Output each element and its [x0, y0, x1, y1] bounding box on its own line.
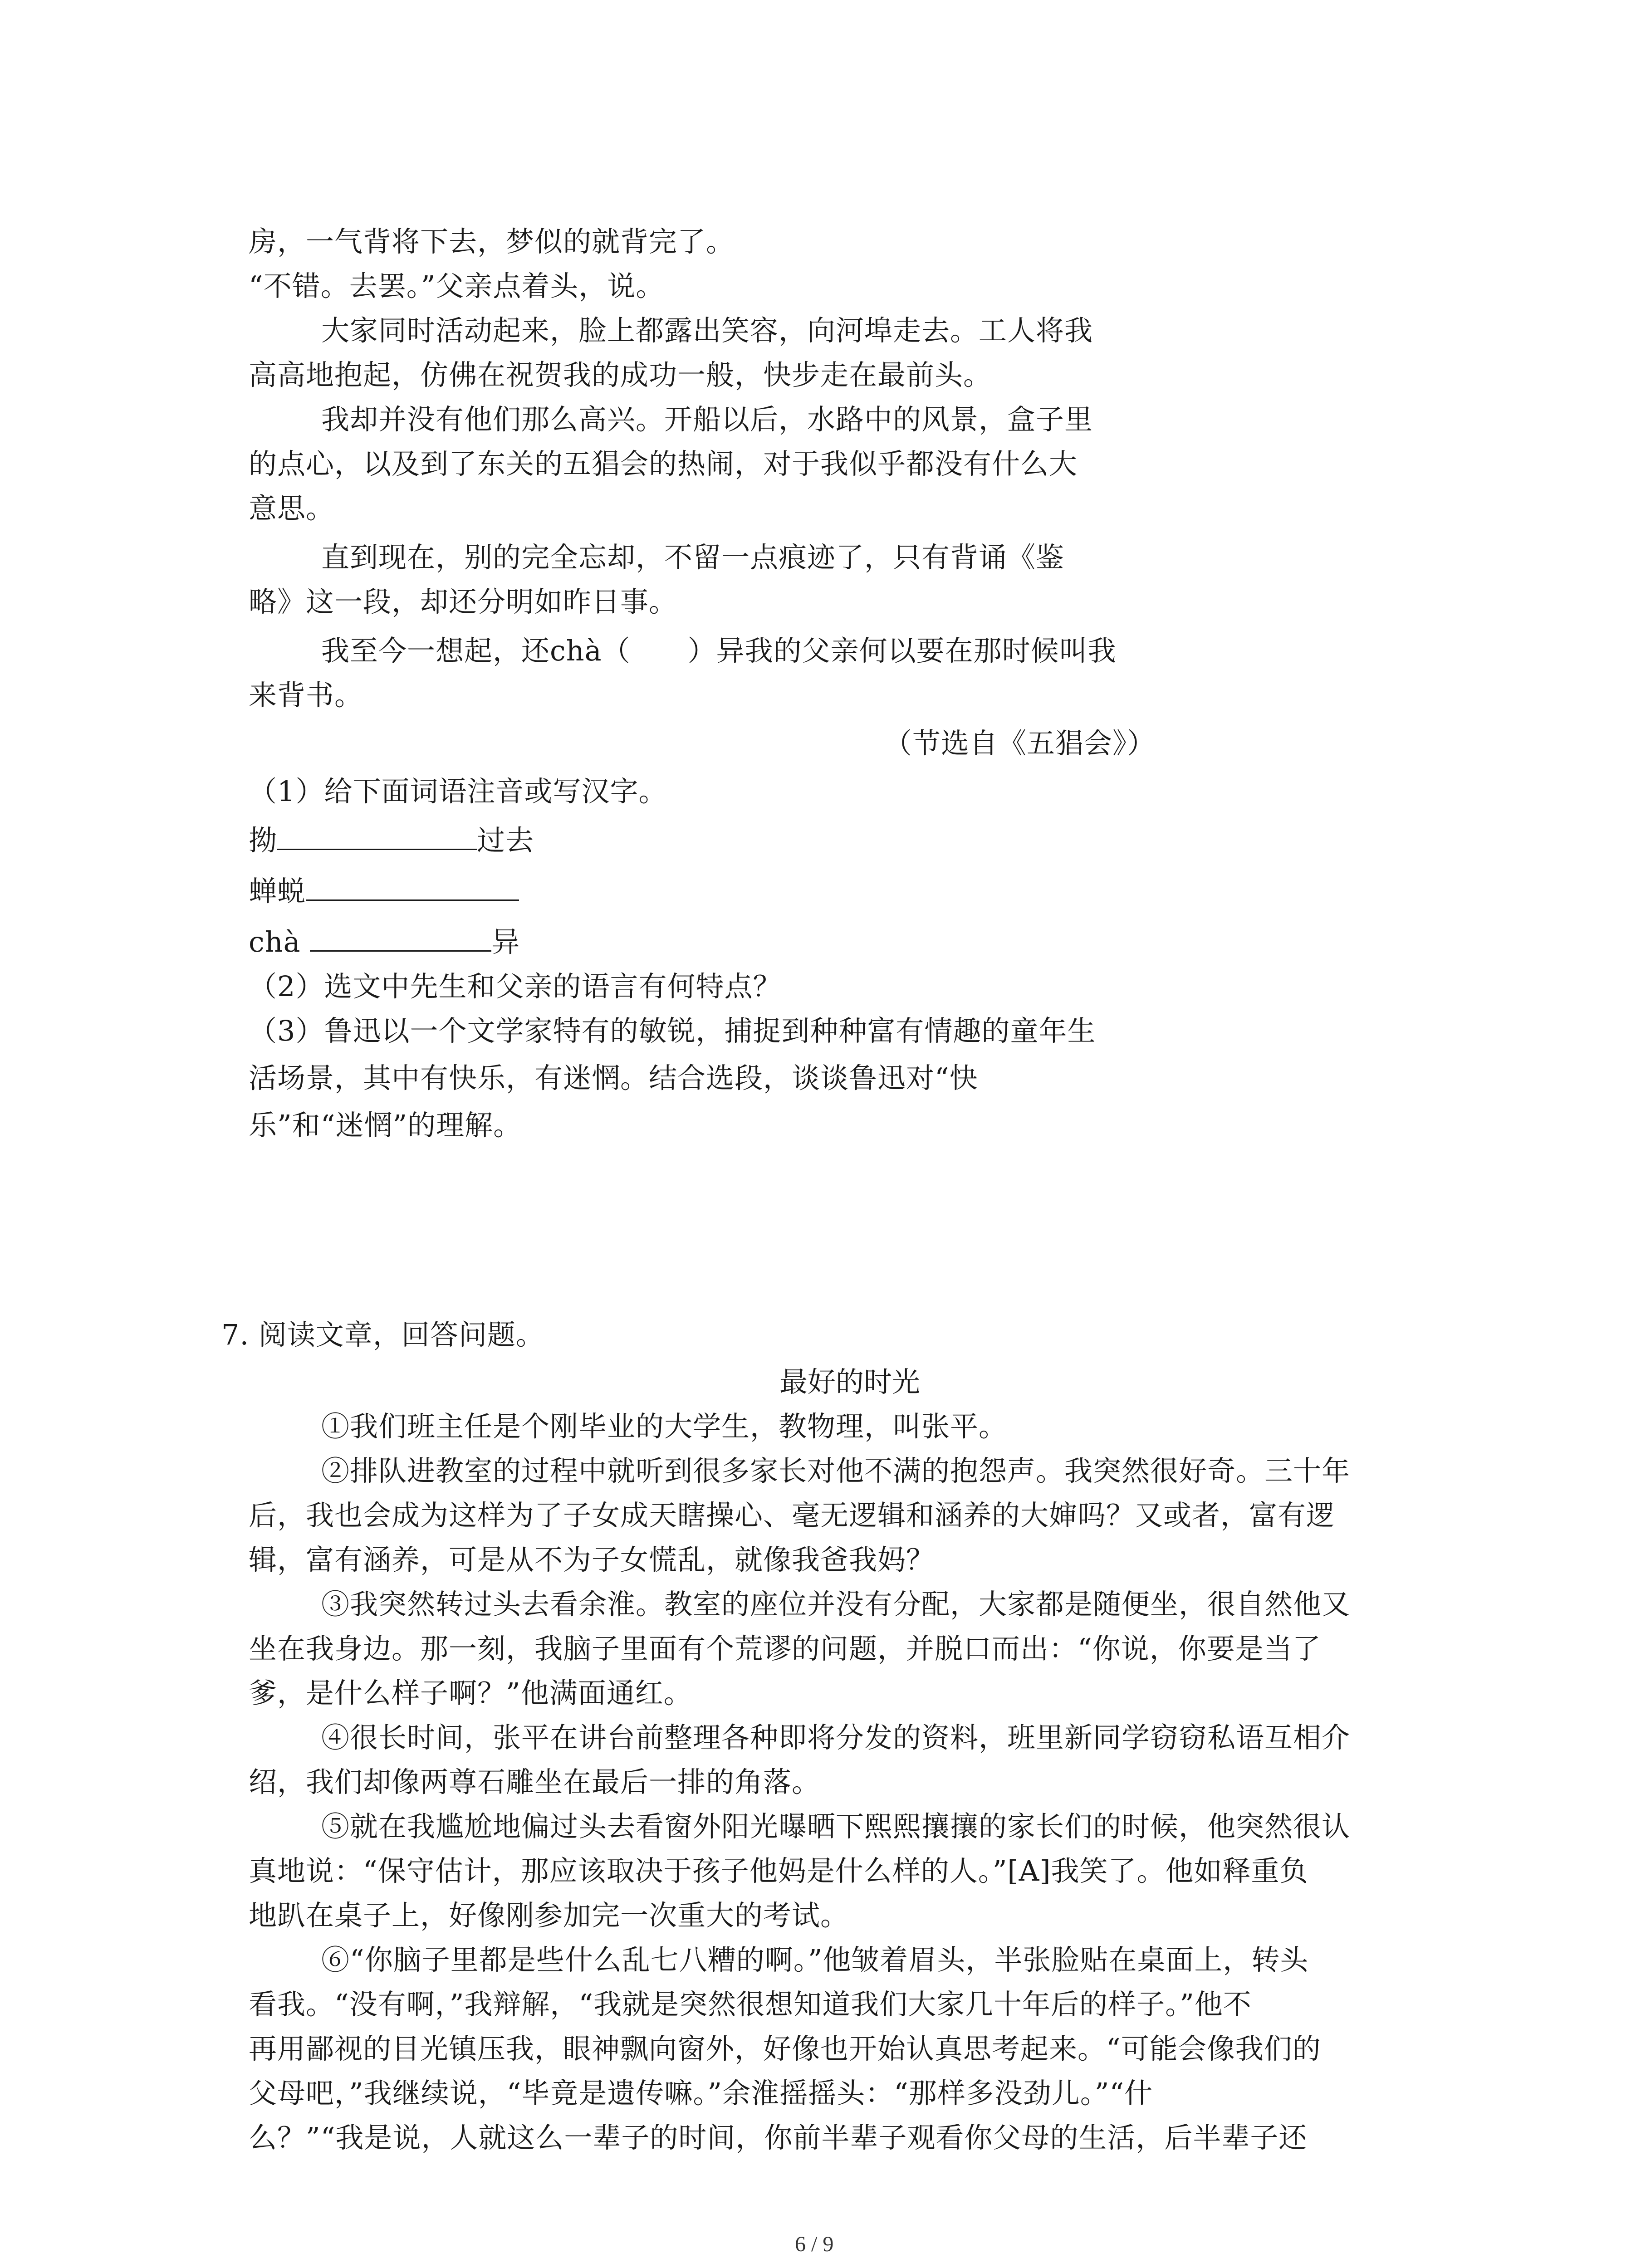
article-line-3: 后，我也会成为这样为了子女成天瞎操心、毫无逻辑和涵养的大婶吗？又或者，富有逻 [249, 1499, 1335, 1532]
article-line-17: 么？”“我是说，人就这么一辈子的时间，你前半辈子观看你父母的生活，后半辈子还 [249, 2121, 1308, 2154]
article-line-6: 坐在我身边。那一刻，我脑子里面有个荒谬的问题，并脱口而出：“你说，你要是当了 [249, 1632, 1321, 1665]
passage1-line-10: 我至今一想起，还chà（ ）异我的父亲何以要在那时候叫我 [321, 634, 1117, 667]
article-line-7: 爹，是什么样子啊？”他满面通红。 [249, 1677, 692, 1710]
fill-item-1-suffix: 过去 [477, 824, 534, 857]
article-line-9: 绍，我们却像两尊石雕坐在最后一排的角落。 [249, 1765, 821, 1799]
fill-item-1 [249, 826, 534, 855]
fill-item-1-word: 拗 [249, 824, 278, 857]
fill-item-2-word: 蝉蜕 [249, 875, 306, 908]
fill-item-3-suffix: 异 [491, 925, 520, 958]
passage1-line-8: 直到现在，别的完全忘却，不留一点痕迹了，只有背诵《鉴 [321, 541, 1065, 574]
answer-blank-3[interactable] [310, 929, 491, 952]
article-line-1: ①我们班主任是个刚毕业的大学生，教物理，叫张平。 [321, 1410, 1008, 1443]
question-1-1: （1）给下面词语注音或写汉字。 [249, 775, 667, 808]
fill-item-3 [249, 925, 520, 958]
question-7-heading: 7. 阅读文章，回答问题。 [221, 1318, 544, 1351]
passage1-line-2: “不错。去罢。”父亲点着头，说。 [249, 269, 665, 303]
article-line-2: ②排队进教室的过程中就听到很多家长对他不满的抱怨声。我突然很好奇。三十年 [321, 1454, 1351, 1487]
question-1-3-line-1: （3）鲁迅以一个文学家特有的敏锐，捕捉到种种富有情趣的童年生 [249, 1014, 1096, 1047]
article-line-13: ⑥“你脑子里都是些什么乱七八糟的啊。”他皱着眉头，半张脸贴在桌面上，转头 [321, 1943, 1309, 1976]
article-line-10: ⑤就在我尴尬地偏过头去看窗外阳光曝晒下熙熙攘攘的家长们的时候，他突然很认 [321, 1810, 1351, 1843]
article-line-15: 再用鄙视的目光镇压我，眼神飘向窗外，好像也开始认真思考起来。“可能会像我们的 [249, 2032, 1321, 2065]
passage1-line-3: 大家同时活动起来，脸上都露出笑容，向河埠走去。工人将我 [321, 314, 1093, 347]
passage1-source: （节选自《五猖会》） [884, 727, 1156, 760]
article-line-11: 真地说：“保守估计，那应该取决于孩子他妈是什么样的人。”[A]我笑了。他如释重负 [249, 1854, 1308, 1887]
question-1-3-line-2: 活场景，其中有快乐，有迷惘。结合选段，谈谈鲁迅对“快 [249, 1061, 978, 1095]
passage1-line-5: 我却并没有他们那么高兴。开船以后，水路中的风景，盒子里 [321, 403, 1093, 436]
answer-blank-1[interactable] [277, 828, 477, 850]
question-1-2: （2）选文中先生和父亲的语言有何特点？ [249, 970, 782, 1003]
passage1-line-9: 略》这一段，却还分明如昨日事。 [249, 585, 678, 618]
passage1-line-6: 的点心，以及到了东关的五猖会的热闹，对于我似乎都没有什么大 [249, 447, 1078, 480]
passage1-line-4: 高高地抱起，仿佛在祝贺我的成功一般，快步走在最前头。 [249, 358, 992, 391]
article-line-5: ③我突然转过头去看余淮。教室的座位并没有分配，大家都是随便坐，很自然他又 [321, 1588, 1351, 1621]
article-line-16: 父母吧，”我继续说，“毕竟是遗传嘛。”余淮摇摇头：“那样多没劲儿。”“什 [249, 2077, 1153, 2110]
article-title: 最好的时光 [779, 1365, 921, 1398]
fill-item-3-pinyin: chà [249, 925, 301, 958]
passage1-line-1: 房，一气背将下去，梦似的就背完了。 [249, 225, 735, 258]
answer-blank-2[interactable] [306, 879, 519, 901]
fill-item-2 [249, 875, 519, 908]
passage1-line-11: 来背书。 [249, 679, 363, 712]
question-1-3-line-3: 乐”和“迷惘”的理解。 [249, 1109, 522, 1142]
page-number: 6 / 9 [795, 2232, 834, 2256]
article-line-4: 辑，富有涵养，可是从不为子女慌乱，就像我爸我妈？ [249, 1543, 935, 1576]
article-line-12: 地趴在桌子上，好像刚参加完一次重大的考试。 [249, 1899, 849, 1932]
article-line-8: ④很长时间，张平在讲台前整理各种即将分发的资料，班里新同学窃窃私语互相介 [321, 1721, 1351, 1754]
passage1-line-7: 意思。 [249, 492, 335, 525]
article-line-14: 看我。“没有啊，”我辩解，“我就是突然很想知道我们大家几十年后的样子。”他不 [249, 1988, 1252, 2021]
